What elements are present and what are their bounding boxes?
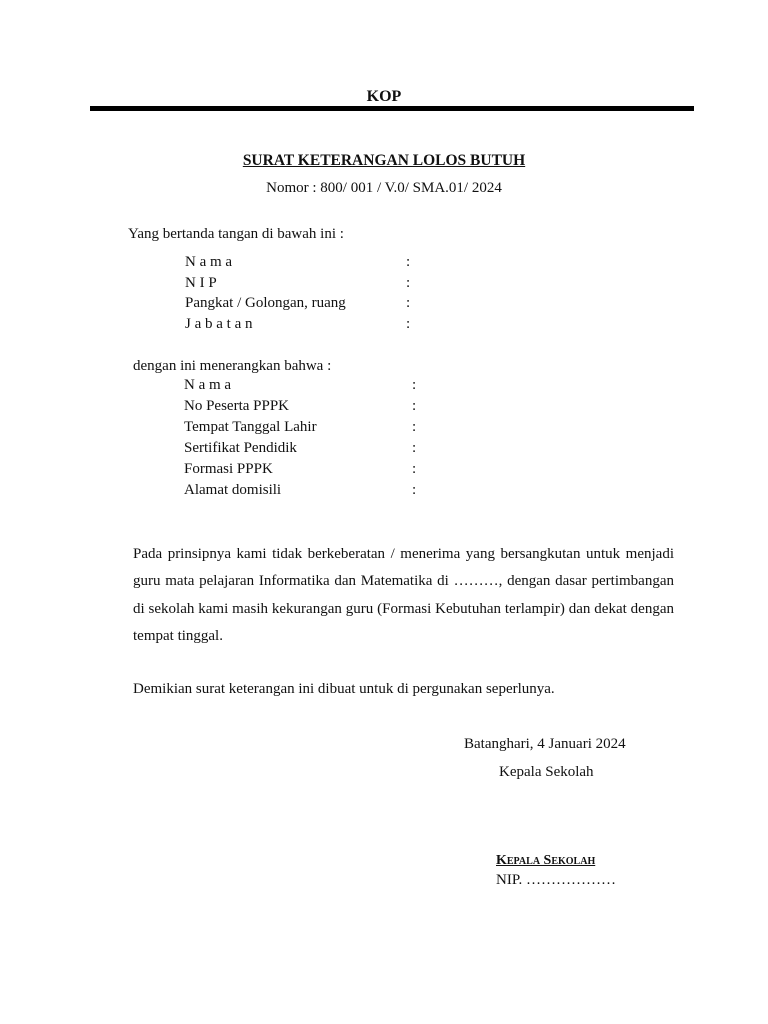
signer-field-separator: : [406, 295, 411, 311]
closing-statement: Demikian surat keterangan ini dibuat untuk di pergunakan seperlunya. [133, 681, 555, 697]
subject-field-separator: : [412, 440, 417, 456]
signature-place-date: Batanghari, 4 Januari 2024 [464, 736, 626, 752]
signature-name: Kepala Sekolah [496, 853, 596, 868]
letter-title: SURAT KETERANGAN LOLOS BUTUH [242, 152, 526, 169]
body-paragraph: Pada prinsipnya kami tidak berkeberatan / menerima yang bersangkutan untuk menjadi guru mata pelajaran Informatika dan Matematika di ………, dengan dasar pertimbangan di sekolah kami masih kekurangan guru (Formasi Kebutuhan terlampir) dan dekat dengan tempat tinggal. [133, 546, 674, 644]
signature-nip: NIP. ……………… [496, 872, 617, 888]
subject-field-label: Formasi PPPK [184, 461, 273, 477]
subject-field-separator: : [412, 482, 417, 498]
letterhead-kop: KOP [366, 88, 402, 105]
signer-field-separator: : [406, 254, 411, 270]
letterhead-divider [90, 106, 694, 111]
subject-field-label: Tempat Tanggal Lahir [184, 419, 317, 435]
signer-field-label: J a b a t a n [185, 316, 253, 332]
subject-field-separator: : [412, 377, 417, 393]
subject-intro: dengan ini menerangkan bahwa : [133, 358, 332, 374]
signature-position: Kepala Sekolah [499, 764, 594, 780]
signer-field-label: N a m a [185, 254, 233, 270]
subject-field-separator: : [412, 419, 417, 435]
subject-field-label: No Peserta PPPK [184, 398, 290, 414]
signer-field-label: N I P [185, 275, 217, 291]
subject-field-separator: : [412, 398, 417, 414]
subject-field-label: Alamat domisili [184, 482, 282, 498]
signer-intro: Yang bertanda tangan di bawah ini : [128, 226, 344, 242]
subject-field-label: N a m a [184, 377, 232, 393]
signer-field-label: Pangkat / Golongan, ruang [185, 295, 346, 311]
signer-field-separator: : [406, 316, 411, 332]
signer-field-separator: : [406, 275, 411, 291]
subject-field-label: Sertifikat Pendidik [184, 440, 297, 456]
subject-field-separator: : [412, 461, 417, 477]
letter-number: Nomor : 800/ 001 / V.0/ SMA.01/ 2024 [266, 180, 502, 196]
